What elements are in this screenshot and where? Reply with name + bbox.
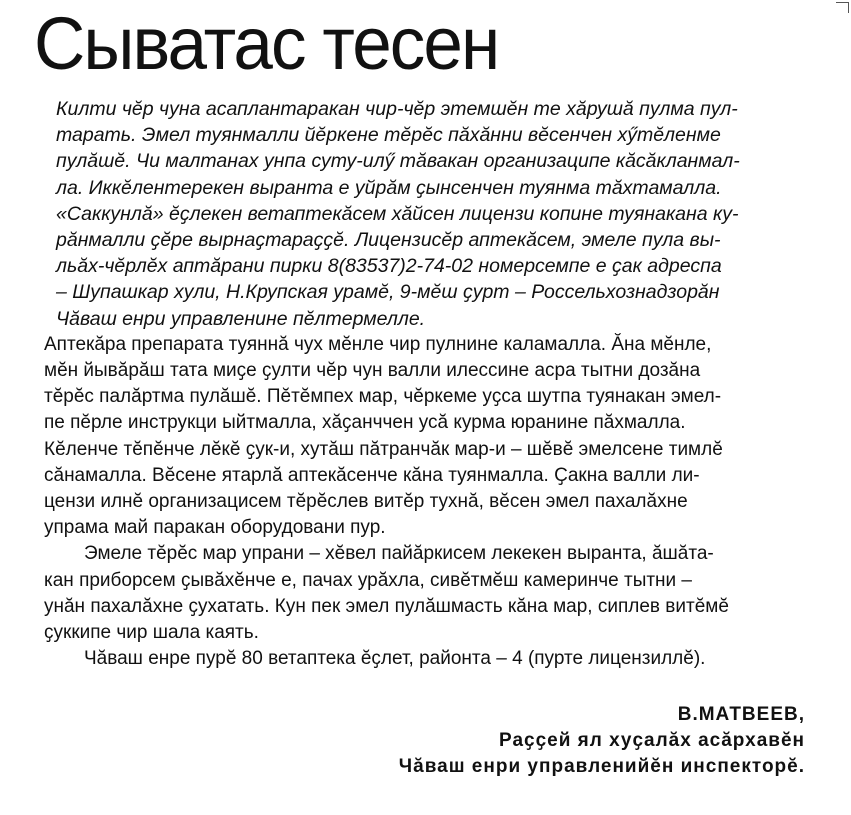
lead-line: «Саккунлӑ» ӗҫлекен ветаптекӑсем хӑйсен лицензи копине туянакана ку- — [56, 202, 739, 225]
author-name: В.МАТВЕЕВ, — [677, 704, 805, 725]
body-line: Аптекӑра препарата туяннӑ чух мӗнле чир пулнине каламалла. Ӑна мӗнле, — [44, 333, 712, 355]
body-line: Чӑваш енре пурӗ 80 ветаптека ӗҫлет, районта – 4 (пурте лицензиллӗ). — [84, 648, 706, 670]
article-body — [44, 96, 814, 672]
body-line: Кӗленче тӗпӗнче лӗкӗ ҫук-и, хутӑш пӑтранчӑк мар-и – шӗвӗ эмелсене тимлӗ — [44, 438, 723, 460]
author-title-line: Чӑваш енри управленийӗн инспекторӗ. — [398, 756, 805, 777]
body-line: цензи илнӗ организацисем тӗрӗслев витӗр тухнӑ, вӗсен эмел пахалӑхне — [44, 491, 688, 513]
lead-line: пулӑшӗ. Чи малтанах унпа суту-илӳ тӑвакан организаципе кӑсӑкланмал- — [56, 150, 740, 173]
body-line: упрама май паракан оборудовани пур. — [44, 517, 386, 539]
body-line: сӑнамалла. Вӗсене ятарлӑ аптекӑсенче кӑна туянмалла. Ҫакна валли ли- — [44, 464, 700, 486]
lead-line: Чӑваш енри управленине пӗлтермелле. — [56, 307, 426, 330]
corner-mark — [836, 2, 849, 13]
lead-line: льӑх-чӗрлӗх аптӑрани пирки 8(83537)2-74-02 номерсемпе е ҫак адреспа — [56, 255, 722, 278]
lead-line: Килти чӗр чуна асаплантаракан чир-чӗр этемшӗн те хӑрушӑ пулма пул- — [56, 98, 738, 120]
author-signature — [399, 702, 805, 780]
lead-line: рӑнмалли ҫӗре вырнаҫтараҫҫӗ. Лицензисӗр аптекӑсем, эмеле пула вы- — [56, 229, 721, 252]
body-line: ҫуккипе чир шала каять. — [44, 622, 259, 644]
body-line: мӗн йывӑрӑш тата миҫе ҫулти чӗр чун валли илессине асра тытни дозӑна — [44, 360, 701, 382]
body-line: Эмеле тӗрӗс мар упрани – хӗвел пайӑркисем лекекен выранта, ӑшӑта- — [84, 543, 714, 565]
body-line: тӗрӗс палӑртма пулӑшӗ. Пӗтӗмпех мар, чӗркеме уҫса шутпа туянакан эмел- — [44, 386, 722, 408]
body-line: унӑн пахалӑхне ҫухатать. Кун пек эмел пулӑшмасть кӑна мар, сиплев витӗмӗ — [44, 595, 729, 617]
body-line: кан приборсем ҫывӑхӗнче е, пачах урӑхла, сивӗтмӗш камеринче тытни – — [44, 569, 693, 591]
article-headline: Сыватас тесен — [34, 2, 499, 85]
paragraph-2 — [44, 541, 814, 646]
article-lead — [44, 96, 814, 332]
paragraph-3 — [44, 646, 814, 672]
paragraph-1 — [44, 332, 814, 542]
lead-line: тарать. Эмел туянмалли йӗркене тӗрӗс пӑхӑнни вӗсенчен хӳтӗленме — [56, 124, 721, 147]
author-title-line: Раҫҫей ял хуҫалӑх асӑрхавӗн — [499, 730, 805, 751]
lead-line: – Шупашкар хули, Н.Крупская урамӗ, 9-мӗш ҫурт – Россельхознадзорӑн — [56, 281, 720, 304]
lead-line: ла. Иккӗлентерекен выранта е уйрӑм ҫынсенчен туянма тӑхтамалла. — [56, 176, 722, 199]
body-line: пе пӗрле инструкци ыйтмалла, хӑҫанччен усӑ курма юранине пӑхмалла. — [44, 412, 686, 434]
